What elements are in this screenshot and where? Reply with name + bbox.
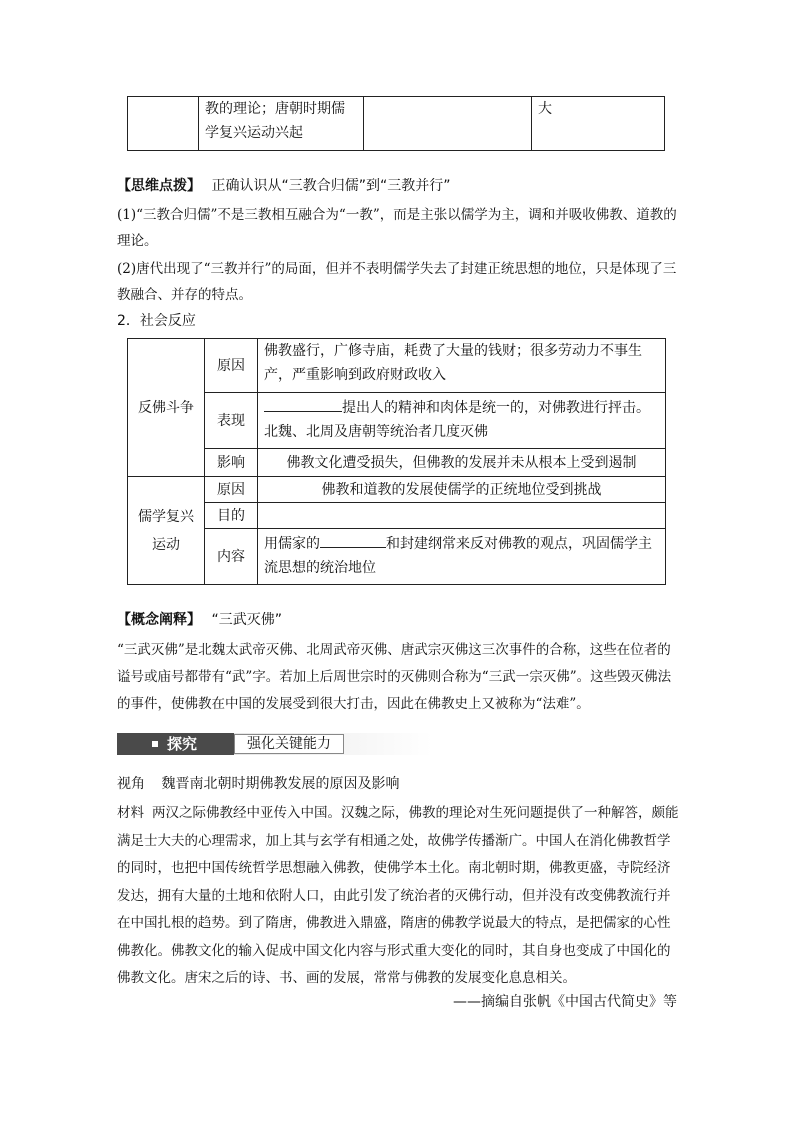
shijiao-heading — [117, 774, 399, 794]
top-table-cell: 大 — [532, 97, 665, 151]
siwei-heading — [117, 176, 450, 196]
row-label: 内容 — [205, 529, 258, 585]
row-content: 佛教文化遭受损失，但佛教的发展并未从根本上受到遏制 — [258, 449, 666, 477]
siwei-tag: 【思维点拨】 — [117, 178, 201, 194]
row-content: 提出人的精神和肉体是统一的，对佛教进行抨击。 北魏、北周及唐朝等统治者几度灭佛 — [258, 393, 666, 449]
siwei-paragraph-1: (1)“三教合归儒”不是三教相互融合为“一教”，而是主张以儒学为主，调和并吸收佛教、道教的理论。 — [117, 207, 677, 249]
top-table-cell: 教的理论；唐朝时期儒学复兴运动兴起 — [199, 97, 364, 151]
row-content-empty — [258, 503, 666, 529]
top-table-empty-cell — [128, 97, 199, 151]
siwei-title: 正确认识从“三教合归儒”到“三教并行” — [211, 178, 451, 194]
row-label: 原因 — [205, 339, 258, 393]
top-table — [127, 96, 665, 151]
shijiao-tag: 视角 — [117, 776, 145, 792]
material-tag: 材料 — [117, 805, 144, 821]
shijiao-title: 魏晋南北朝时期佛教发展的原因及影响 — [161, 776, 400, 792]
gainian-body: “三武灭佛”是北魏太武帝灭佛、北周武帝灭佛、唐武宗灭佛这三次事件的合称，这些在位者的谥号或庙号都带有“武”字。若加上后周世宗时的灭佛则合称为“三武一宗灭佛”。这些毁灭佛法的事件，使佛教在中国的发展受到很大打击，因此在佛教史上又被称为“法难”。 — [117, 642, 672, 712]
group-label-ruxue: 儒学复兴运动 — [128, 477, 205, 585]
row-label: 目的 — [205, 503, 258, 529]
fill-blank — [264, 395, 342, 412]
top-table-empty-cell — [364, 97, 532, 151]
row-label: 原因 — [205, 477, 258, 503]
gainian-title: “三武灭佛” — [211, 612, 282, 628]
reaction-table — [127, 338, 666, 585]
siwei-paragraph-2: (2)唐代出现了“三教并行”的局面，但并不表明儒学失去了封建正统思想的地位，只是体现了三教融合、并存的特点。 — [117, 261, 677, 303]
section-title: 2．社会反应 — [117, 313, 196, 329]
row-label: 表现 — [205, 393, 258, 449]
row-content: 佛教和道教的发展使儒学的正统地位受到挑战 — [258, 477, 666, 503]
banner-label: 探究 — [167, 735, 198, 753]
gainian-tag: 【概念阐释】 — [117, 612, 201, 628]
material-source: ——摘编自张帆《中国古代简史》等 — [453, 994, 677, 1010]
row-content: 用儒家的 和封建纲常来反对佛教的观点，巩固儒学主流思想的统治地位 — [258, 529, 666, 585]
fill-blank — [320, 531, 386, 548]
row-label: 影响 — [205, 449, 258, 477]
row-content: 佛教盛行，广修寺庙，耗费了大量的钱财；很多劳动力不事生产，严重影响到政府财政收入 — [258, 339, 666, 393]
group-label-fanfo: 反佛斗争 — [128, 339, 205, 477]
section-banner — [117, 733, 432, 755]
banner-subtitle: 强化关键能力 — [234, 734, 344, 754]
material-paragraph: 材料 两汉之际佛教经中亚传入中国。汉魏之际，佛教的理论对生死问题提供了一种解答，颇能满足士大夫的心理需求，加上其与玄学有相通之处，故佛学传播渐广。中国人在消化佛教哲学的同时，也把中国传统哲学思想融入佛教，使佛学本土化。南北朝时期，佛教更盛，寺院经济发达，拥有大量的土地和依附人口，由此引发了统治者的灭佛行动，但并没有改变佛教流行并在中国扎根的趋势。到了隋唐，佛教进入鼎盛，隋唐的佛教学说最大的特点，是把儒家的心性佛教化。佛教文化的输入促成中国文化内容与形式重大变化的同时，其自身也变成了中国化的佛教文化。唐宋之后的诗、书、画的发展，常常与佛教的发展变化息息相关。 — [117, 805, 679, 986]
banner-bullet-icon — [152, 741, 158, 747]
gainian-heading — [117, 610, 282, 630]
